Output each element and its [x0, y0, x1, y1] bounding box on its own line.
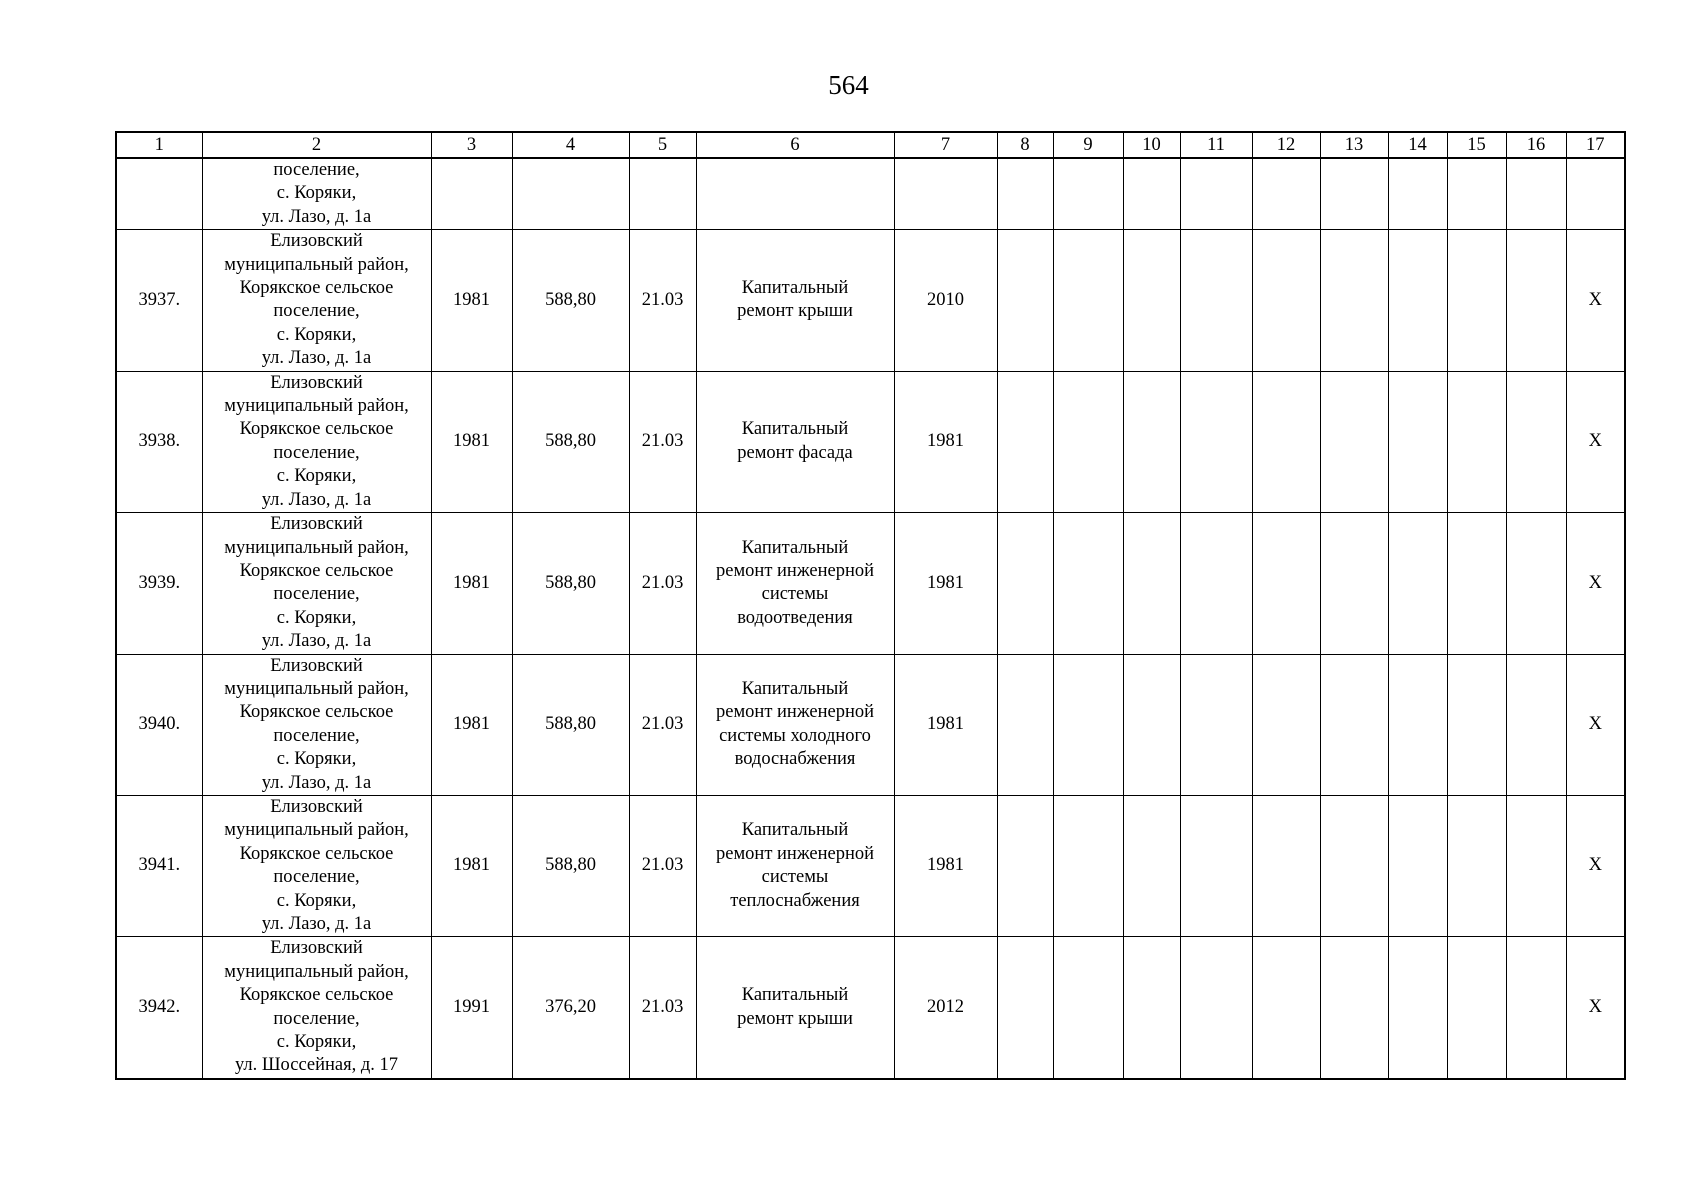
empty-cell [1123, 795, 1180, 936]
addr-line: с. Коряки, [276, 183, 357, 204]
last-repair-year-cell: 2012 [894, 937, 997, 1079]
empty-cell [1123, 230, 1180, 371]
table-row [116, 937, 1625, 1079]
table-body [116, 132, 1625, 1079]
mark-cell: Х [1566, 513, 1625, 654]
empty-cell [894, 158, 997, 230]
empty-cell [1320, 371, 1388, 512]
empty-cell [1123, 158, 1180, 230]
empty-cell [512, 158, 629, 230]
address-cell [202, 654, 431, 795]
empty-cell [1123, 513, 1180, 654]
empty-cell [1388, 230, 1447, 371]
empty-cell [1053, 230, 1123, 371]
addr-line: Корякское сельское [239, 419, 394, 440]
code-cell: 21.03 [629, 371, 696, 512]
empty-cell [1252, 937, 1320, 1079]
mark-cell: Х [1566, 230, 1625, 371]
empty-cell [997, 937, 1053, 1079]
addr-line: ул. Лазо, д. 1а [261, 489, 372, 510]
empty-cell [1180, 937, 1252, 1079]
last-repair-year-cell: 1981 [894, 795, 997, 936]
work-line: ремонт инженерной [716, 843, 874, 864]
column-number-5: 5 [629, 132, 696, 158]
empty-cell [1320, 795, 1388, 936]
work-line: Капитальный [741, 820, 849, 841]
work-type-cell [696, 795, 894, 936]
addr-line: муниципальный район, [224, 537, 409, 558]
column-number-12: 12 [1252, 132, 1320, 158]
empty-cell [1053, 513, 1123, 654]
mark-cell: Х [1566, 654, 1625, 795]
column-number-2: 2 [202, 132, 431, 158]
empty-cell [1447, 371, 1506, 512]
addr-line: Елизовский [270, 514, 363, 535]
empty-cell [1506, 513, 1566, 654]
addr-line: с. Коряки, [276, 466, 357, 487]
build-year-cell: 1981 [431, 654, 512, 795]
addr-line: поселение, [273, 584, 360, 605]
address-cell [202, 937, 431, 1079]
addr-line: с. Коряки, [276, 749, 357, 770]
work-line: Капитальный [741, 678, 849, 699]
addr-line: ул. Лазо, д. 1а [261, 206, 372, 227]
empty-cell [1320, 513, 1388, 654]
empty-cell [1506, 158, 1566, 230]
work-line: Капитальный [741, 537, 849, 558]
empty-cell [1053, 654, 1123, 795]
empty-cell [1053, 937, 1123, 1079]
addr-line: поселение, [273, 725, 360, 746]
address-cell [202, 513, 431, 654]
addr-line: Елизовский [270, 796, 363, 817]
empty-cell [1447, 230, 1506, 371]
row-number-cell: 3940. [116, 654, 202, 795]
addr-line: ул. Лазо, д. 1а [261, 631, 372, 652]
empty-cell [1053, 371, 1123, 512]
empty-cell [1320, 654, 1388, 795]
work-line: ремонт крыши [737, 1008, 853, 1029]
column-number-6: 6 [696, 132, 894, 158]
addr-line: ул. Шоссейная, д. 17 [234, 1055, 399, 1076]
mark-cell: Х [1566, 937, 1625, 1079]
work-line: системы [761, 867, 829, 888]
addr-line: с. Коряки, [276, 607, 357, 628]
empty-cell [1252, 513, 1320, 654]
addr-line: ул. Лазо, д. 1а [261, 914, 372, 934]
empty-cell [1320, 937, 1388, 1079]
row-number-cell: 3942. [116, 937, 202, 1079]
row-number-cell: 3938. [116, 371, 202, 512]
addr-line: Корякское сельское [239, 843, 394, 864]
addr-line: Корякское сельское [239, 560, 394, 581]
addr-line: Корякское сельское [239, 702, 394, 723]
address-cell [202, 158, 431, 230]
empty-cell [1252, 230, 1320, 371]
empty-cell [1180, 513, 1252, 654]
table-row [116, 371, 1625, 512]
empty-cell [1180, 795, 1252, 936]
empty-cell [1506, 937, 1566, 1079]
addr-line: Корякское сельское [239, 985, 394, 1006]
empty-cell [1388, 371, 1447, 512]
code-cell: 21.03 [629, 937, 696, 1079]
work-line: ремонт фасада [737, 442, 853, 463]
empty-cell [1252, 371, 1320, 512]
empty-cell [1123, 371, 1180, 512]
work-line: Капитальный [741, 985, 849, 1006]
column-number-15: 15 [1447, 132, 1506, 158]
last-repair-year-cell: 1981 [894, 654, 997, 795]
table-row [116, 513, 1625, 654]
empty-cell [1252, 795, 1320, 936]
page-number: 564 [828, 70, 869, 100]
work-line: системы [761, 584, 829, 605]
empty-cell [997, 513, 1053, 654]
column-number-4: 4 [512, 132, 629, 158]
build-year-cell: 1981 [431, 230, 512, 371]
code-cell: 21.03 [629, 230, 696, 371]
table-row [116, 654, 1625, 795]
empty-cell [1388, 654, 1447, 795]
empty-cell [997, 371, 1053, 512]
column-number-10: 10 [1123, 132, 1180, 158]
work-line: Капитальный [741, 278, 849, 299]
empty-cell [696, 158, 894, 230]
area-cell: 588,80 [512, 795, 629, 936]
area-cell: 588,80 [512, 230, 629, 371]
work-line: водоснабжения [734, 749, 856, 770]
column-number-9: 9 [1053, 132, 1123, 158]
addr-line: муниципальный район, [224, 254, 409, 275]
addr-line: Корякское сельское [239, 278, 394, 299]
empty-cell [1388, 158, 1447, 230]
addr-line: поселение, [273, 867, 360, 888]
column-number-13: 13 [1320, 132, 1388, 158]
build-year-cell: 1981 [431, 795, 512, 936]
addr-line: поселение, [273, 160, 360, 180]
addr-line: ул. Лазо, д. 1а [261, 772, 372, 793]
mark-cell: Х [1566, 795, 1625, 936]
build-year-cell: 1981 [431, 371, 512, 512]
area-cell: 376,20 [512, 937, 629, 1079]
code-cell: 21.03 [629, 513, 696, 654]
column-number-1: 1 [116, 132, 202, 158]
addr-line: ул. Лазо, д. 1а [261, 348, 372, 369]
empty-cell [997, 230, 1053, 371]
row-number-cell: 3939. [116, 513, 202, 654]
empty-cell [116, 158, 202, 230]
addr-line: поселение, [273, 301, 360, 322]
empty-cell [1320, 230, 1388, 371]
empty-cell [1447, 937, 1506, 1079]
work-line: ремонт крыши [737, 301, 853, 322]
build-year-cell: 1991 [431, 937, 512, 1079]
empty-cell [1252, 158, 1320, 230]
addr-line: муниципальный район, [224, 961, 409, 982]
addr-line: Елизовский [270, 231, 363, 252]
empty-cell [1320, 158, 1388, 230]
addr-line: Елизовский [270, 938, 363, 959]
last-repair-year-cell: 2010 [894, 230, 997, 371]
addr-line: с. Коряки, [276, 324, 357, 345]
register-table [115, 131, 1626, 1080]
work-line: системы холодного [719, 725, 871, 746]
column-number-16: 16 [1506, 132, 1566, 158]
empty-cell [997, 795, 1053, 936]
addr-line: поселение, [273, 442, 360, 463]
addr-line: муниципальный район, [224, 678, 409, 699]
empty-cell [1388, 513, 1447, 654]
row-number-cell: 3937. [116, 230, 202, 371]
empty-cell [1506, 654, 1566, 795]
address-cell [202, 371, 431, 512]
work-line: теплоснабжения [730, 890, 860, 911]
addr-line: муниципальный район, [224, 820, 409, 841]
empty-cell [1180, 158, 1252, 230]
empty-cell [997, 158, 1053, 230]
row-number-cell: 3941. [116, 795, 202, 936]
empty-cell [1447, 513, 1506, 654]
addr-line: с. Коряки, [276, 890, 357, 911]
empty-cell [1053, 795, 1123, 936]
addr-line: Елизовский [270, 655, 363, 676]
work-type-cell [696, 371, 894, 512]
empty-cell [431, 158, 512, 230]
empty-cell [1180, 230, 1252, 371]
work-line: ремонт инженерной [716, 702, 874, 723]
empty-cell [1180, 371, 1252, 512]
empty-cell [1506, 795, 1566, 936]
work-type-cell [696, 513, 894, 654]
work-line: водоотведения [737, 607, 853, 628]
area-cell: 588,80 [512, 654, 629, 795]
column-number-row [116, 132, 1625, 158]
empty-cell [1123, 654, 1180, 795]
empty-cell [1447, 158, 1506, 230]
column-number-11: 11 [1180, 132, 1252, 158]
column-number-8: 8 [997, 132, 1053, 158]
empty-cell [997, 654, 1053, 795]
build-year-cell: 1981 [431, 513, 512, 654]
table-row [116, 230, 1625, 371]
empty-cell [1566, 158, 1625, 230]
column-number-17: 17 [1566, 132, 1625, 158]
last-repair-year-cell: 1981 [894, 513, 997, 654]
empty-cell [1388, 795, 1447, 936]
area-cell: 588,80 [512, 513, 629, 654]
mark-cell: Х [1566, 371, 1625, 512]
addr-line: муниципальный район, [224, 396, 409, 417]
addr-line: поселение, [273, 1008, 360, 1029]
column-number-3: 3 [431, 132, 512, 158]
table-row [116, 795, 1625, 936]
work-line: ремонт инженерной [716, 560, 874, 581]
continuation-row [116, 158, 1625, 230]
code-cell: 21.03 [629, 795, 696, 936]
column-number-14: 14 [1388, 132, 1447, 158]
code-cell: 21.03 [629, 654, 696, 795]
empty-cell [629, 158, 696, 230]
empty-cell [1123, 937, 1180, 1079]
empty-cell [1388, 937, 1447, 1079]
addr-line: Елизовский [270, 372, 363, 393]
empty-cell [1180, 654, 1252, 795]
empty-cell [1252, 654, 1320, 795]
last-repair-year-cell: 1981 [894, 371, 997, 512]
work-type-cell [696, 230, 894, 371]
empty-cell [1506, 371, 1566, 512]
empty-cell [1447, 795, 1506, 936]
empty-cell [1506, 230, 1566, 371]
addr-line: с. Коряки, [276, 1032, 357, 1053]
work-type-cell [696, 654, 894, 795]
column-number-7: 7 [894, 132, 997, 158]
empty-cell [1053, 158, 1123, 230]
address-cell [202, 230, 431, 371]
work-type-cell [696, 937, 894, 1079]
area-cell: 588,80 [512, 371, 629, 512]
empty-cell [1447, 654, 1506, 795]
work-line: Капитальный [741, 419, 849, 440]
address-cell [202, 795, 431, 936]
